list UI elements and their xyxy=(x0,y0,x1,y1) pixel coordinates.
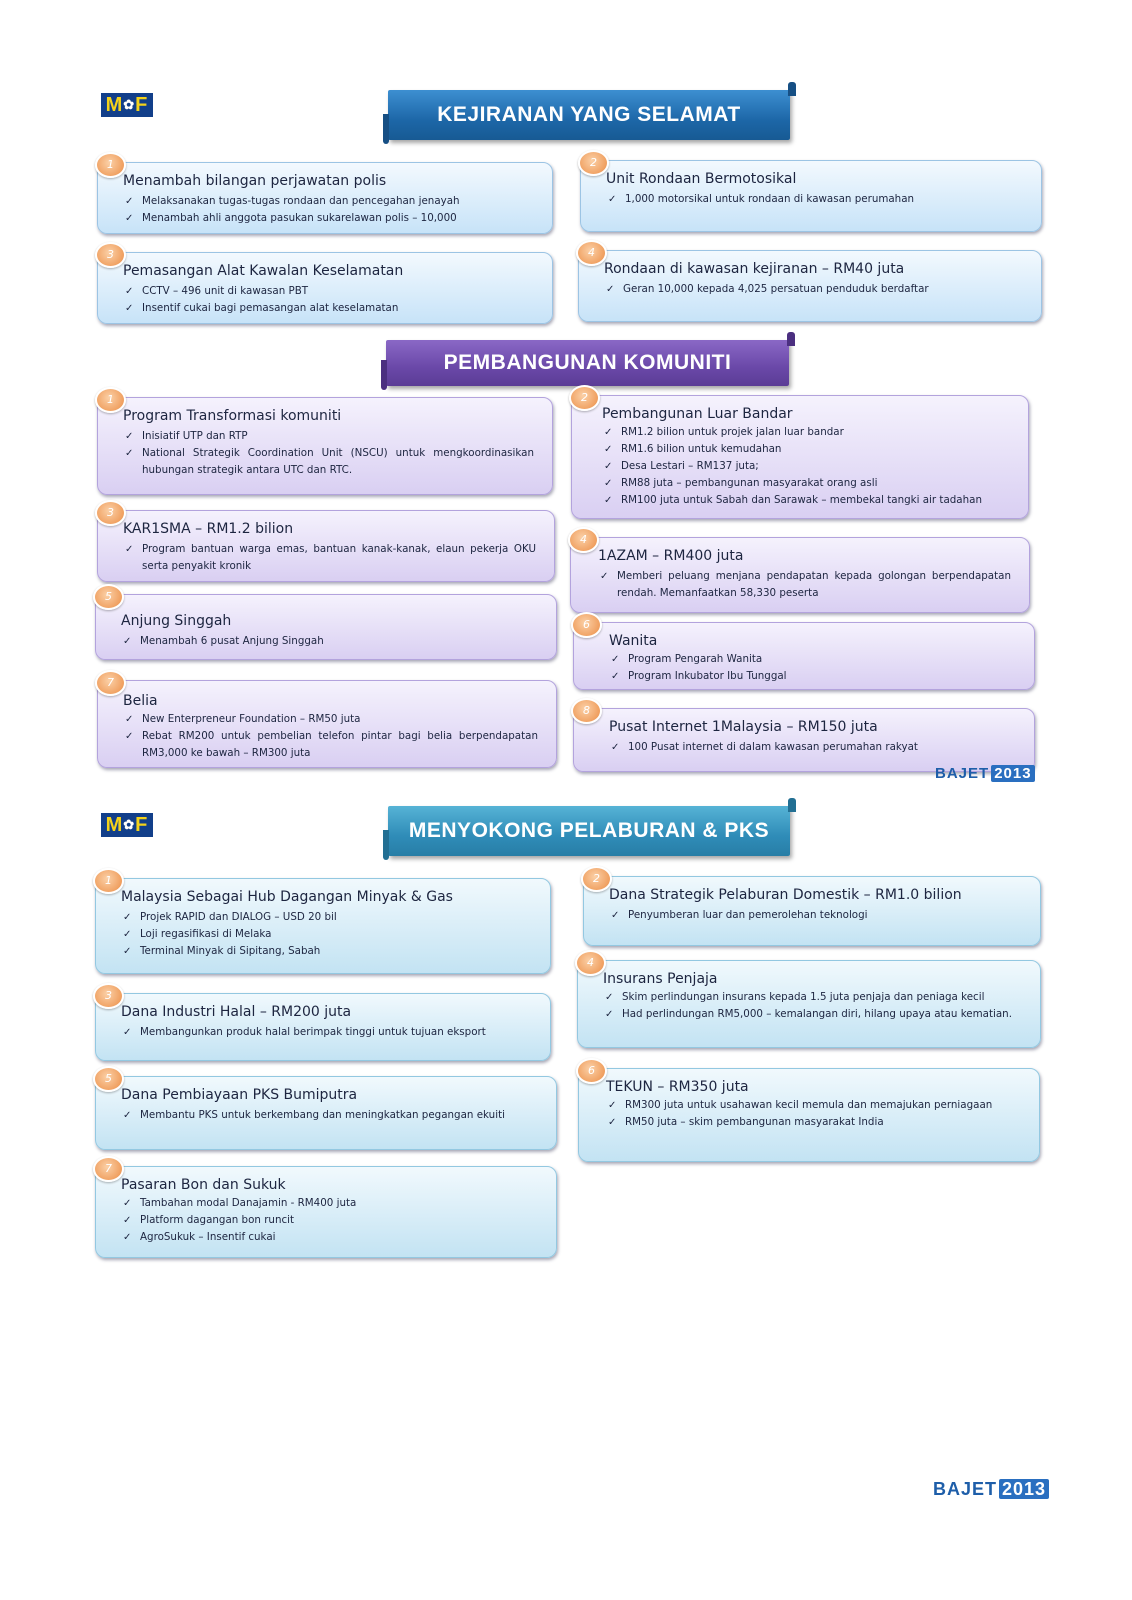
list-item: ✓ Program bantuan warga emas, bantuan kanak-kanak, elaun pekerja OKU serta penyakit kronik xyxy=(125,543,536,572)
check-icon: ✓ xyxy=(125,303,134,314)
list-item: ✓ Membantu PKS untuk berkembang dan meningkatkan pegangan ekuiti xyxy=(121,1107,538,1124)
list-item: ✓ Insentif cukai bagi pemasangan alat keselamatan xyxy=(123,300,534,317)
step-number-badge: 1 xyxy=(95,387,126,413)
list-item: ✓ Skim perlindungan insurans kepada 1.5 juta penjaja dan peniaga kecil xyxy=(603,989,1022,1006)
info-card xyxy=(578,246,1042,322)
card-title: Rondaan di kawasan kejiranan – RM40 juta xyxy=(604,261,905,277)
check-icon: ✓ xyxy=(604,444,613,455)
card-title: Unit Rondaan Bermotosikal xyxy=(606,171,797,187)
list-item: ✓ 100 Pusat internet di dalam kawasan perumahan rakyat xyxy=(609,739,1016,756)
list-item: ✓ Program Pengarah Wanita xyxy=(609,651,1016,668)
step-number-badge: 5 xyxy=(93,1066,124,1092)
list-item: ✓ Loji regasifikasi di Melaka xyxy=(121,926,532,943)
list-item: ✓ RM100 juta untuk Sabah dan Sarawak – membekal tangki air tadahan xyxy=(602,492,1010,509)
check-icon: ✓ xyxy=(608,1117,617,1128)
list-item: ✓ Membangunkan produk halal berimpak tinggi untuk tujuan eksport xyxy=(121,1024,532,1041)
list-item: ✓ Desa Lestari – RM137 juta; xyxy=(602,458,1010,475)
check-icon: ✓ xyxy=(604,478,613,489)
check-icon: ✓ xyxy=(123,1027,132,1038)
list-item: ✓ RM1.2 bilion untuk projek jalan luar bandar xyxy=(602,424,1010,441)
check-icon: ✓ xyxy=(125,714,134,725)
list-item: ✓ RM300 juta untuk usahawan kecil memula dan memajukan perniagaan xyxy=(606,1097,1021,1114)
list-item: ✓ National Strategik Coordination Unit (NSCU) untuk mengkoordinasikan hubungan strategik antara UTC dan RTC. xyxy=(125,447,534,476)
info-card xyxy=(580,156,1042,232)
card-title: Pembangunan Luar Bandar xyxy=(602,406,793,422)
check-icon: ✓ xyxy=(125,213,134,224)
check-icon: ✓ xyxy=(125,544,134,555)
bajet-footer-logo: BAJET 2013 xyxy=(935,765,1035,782)
card-title: Anjung Singgah xyxy=(121,613,232,629)
info-card xyxy=(95,1072,557,1150)
card-title: Pusat Internet 1Malaysia – RM150 juta xyxy=(609,719,878,735)
list-item: ✓ Geran 10,000 kepada 4,025 persatuan penduduk berdaftar xyxy=(604,281,1023,298)
check-icon: ✓ xyxy=(605,1009,614,1020)
check-icon: ✓ xyxy=(608,1100,617,1111)
step-number-badge: 1 xyxy=(93,868,124,894)
info-card xyxy=(97,248,553,324)
check-icon: ✓ xyxy=(604,495,613,506)
card-title: 1AZAM – RM400 juta xyxy=(598,548,744,564)
list-item: ✓ Rebat RM200 untuk pembelian telefon pintar bagi belia berpendapatan RM3,000 ke bawah – RM300 juta xyxy=(125,730,538,759)
card-title: Menambah bilangan perjawatan polis xyxy=(123,173,387,189)
check-icon: ✓ xyxy=(125,731,134,742)
list-item: ✓ 1,000 motorsikal untuk rondaan di kawasan perumahan xyxy=(606,191,1023,208)
list-item: ✓ Penyumberan luar dan pemerolehan teknologi xyxy=(609,907,1022,924)
card-title: Dana Pembiayaan PKS Bumiputra xyxy=(121,1087,358,1103)
info-card xyxy=(583,872,1041,946)
card-title: Pemasangan Alat Kawalan Keselamatan xyxy=(123,263,404,279)
step-number-badge: 3 xyxy=(95,500,126,526)
list-item: ✓ Menambah ahli anggota pasukan sukarelawan polis – 10,000 xyxy=(123,210,534,227)
card-title: Belia xyxy=(123,693,158,709)
check-icon: ✓ xyxy=(611,910,620,921)
step-number-badge: 6 xyxy=(571,612,602,638)
check-icon: ✓ xyxy=(123,1198,132,1209)
list-item: ✓ RM1.6 bilion untuk kemudahan xyxy=(602,441,1010,458)
step-number-badge: 5 xyxy=(93,584,124,610)
list-item: ✓ Inisiatif UTP dan RTP xyxy=(123,428,534,445)
card-title: Dana Strategik Pelaburan Domestik – RM1.0 bilion xyxy=(609,887,962,903)
info-card xyxy=(573,618,1035,690)
check-icon: ✓ xyxy=(123,912,132,923)
check-icon: ✓ xyxy=(608,194,617,205)
bajet-footer-logo: BAJET 2013 xyxy=(933,1479,1049,1500)
list-item: ✓ New Enterpreneur Foundation – RM50 juta xyxy=(123,711,538,728)
info-card xyxy=(95,590,557,660)
card-title: Program Transformasi komuniti xyxy=(123,408,342,424)
mof-logo: M✿F xyxy=(101,813,153,837)
card-title: TEKUN – RM350 juta xyxy=(606,1079,749,1095)
check-icon: ✓ xyxy=(125,448,134,459)
list-item: ✓ RM50 juta – skim pembangunan masyarakat India xyxy=(606,1114,1021,1131)
step-number-badge: 6 xyxy=(576,1058,607,1084)
info-card xyxy=(97,393,553,495)
check-icon: ✓ xyxy=(123,1232,132,1243)
section-banner-keselamatan: KEJIRANAN YANG SELAMAT xyxy=(388,90,790,140)
list-item: ✓ Melaksanakan tugas-tugas rondaan dan pencegahan jenayah xyxy=(123,193,534,210)
list-item: ✓ Menambah 6 pusat Anjung Singgah xyxy=(121,633,538,650)
check-icon: ✓ xyxy=(123,636,132,647)
list-item: ✓ Program Inkubator Ibu Tunggal xyxy=(609,668,1016,685)
mof-logo: M✿F xyxy=(101,93,153,117)
section-banner-komuniti: PEMBANGUNAN KOMUNITI xyxy=(386,340,789,386)
check-icon: ✓ xyxy=(123,1215,132,1226)
list-item: ✓ AgroSukuk – Insentif cukai xyxy=(121,1229,538,1246)
card-title: Wanita xyxy=(609,633,658,649)
step-number-badge: 8 xyxy=(571,698,602,724)
info-card xyxy=(97,158,553,234)
step-number-badge: 2 xyxy=(569,385,600,411)
check-icon: ✓ xyxy=(123,1110,132,1121)
info-card xyxy=(577,956,1041,1048)
info-card xyxy=(571,391,1029,519)
check-icon: ✓ xyxy=(611,654,620,665)
card-title: Malaysia Sebagai Hub Dagangan Minyak & Gas xyxy=(121,889,453,905)
step-number-badge: 2 xyxy=(581,866,612,892)
list-item: ✓ RM88 juta – pembangunan masyarakat orang asli xyxy=(602,475,1010,492)
section-banner-pelaburan: MENYOKONG PELABURAN & PKS xyxy=(388,806,790,856)
check-icon: ✓ xyxy=(604,427,613,438)
check-icon: ✓ xyxy=(123,946,132,957)
info-card xyxy=(573,704,1035,772)
check-icon: ✓ xyxy=(125,286,134,297)
check-icon: ✓ xyxy=(611,742,620,753)
info-card xyxy=(578,1064,1040,1162)
list-item: ✓ Tambahan modal Danajamin - RM400 juta xyxy=(121,1195,538,1212)
check-icon: ✓ xyxy=(604,461,613,472)
list-item: ✓ Had perlindungan RM5,000 – kemalangan diri, hilang upaya atau kematian. xyxy=(603,1006,1022,1023)
info-card xyxy=(95,1162,557,1258)
step-number-badge: 4 xyxy=(575,950,606,976)
check-icon: ✓ xyxy=(600,571,609,582)
list-item: ✓ Platform dagangan bon runcit xyxy=(121,1212,538,1229)
list-item: ✓ Terminal Minyak di Sipitang, Sabah xyxy=(121,943,532,960)
list-item: ✓ CCTV – 496 unit di kawasan PBT xyxy=(123,283,534,300)
info-card xyxy=(97,676,557,768)
check-icon: ✓ xyxy=(611,671,620,682)
check-icon: ✓ xyxy=(125,196,134,207)
check-icon: ✓ xyxy=(125,431,134,442)
info-card xyxy=(95,874,551,974)
step-number-badge: 3 xyxy=(93,983,124,1009)
step-number-badge: 7 xyxy=(93,1156,124,1182)
info-card xyxy=(95,989,551,1061)
step-number-badge: 4 xyxy=(568,527,599,553)
card-title: Pasaran Bon dan Sukuk xyxy=(121,1177,286,1193)
card-title: KAR1SMA – RM1.2 bilion xyxy=(123,521,294,537)
check-icon: ✓ xyxy=(605,992,614,1003)
card-title: Insurans Penjaja xyxy=(603,971,718,987)
step-number-badge: 7 xyxy=(95,670,126,696)
step-number-badge: 4 xyxy=(576,240,607,266)
check-icon: ✓ xyxy=(123,929,132,940)
check-icon: ✓ xyxy=(606,284,615,295)
card-title: Dana Industri Halal – RM200 juta xyxy=(121,1004,352,1020)
info-card xyxy=(97,506,555,582)
list-item: ✓ Projek RAPID dan DIALOG – USD 20 bil xyxy=(121,909,532,926)
step-number-badge: 3 xyxy=(95,242,126,268)
list-item: ✓ Memberi peluang menjana pendapatan kepada golongan berpendapatan rendah. Memanfaatkan 58,330 peserta xyxy=(600,570,1011,599)
step-number-badge: 2 xyxy=(578,150,609,176)
info-card xyxy=(570,533,1030,613)
step-number-badge: 1 xyxy=(95,152,126,178)
